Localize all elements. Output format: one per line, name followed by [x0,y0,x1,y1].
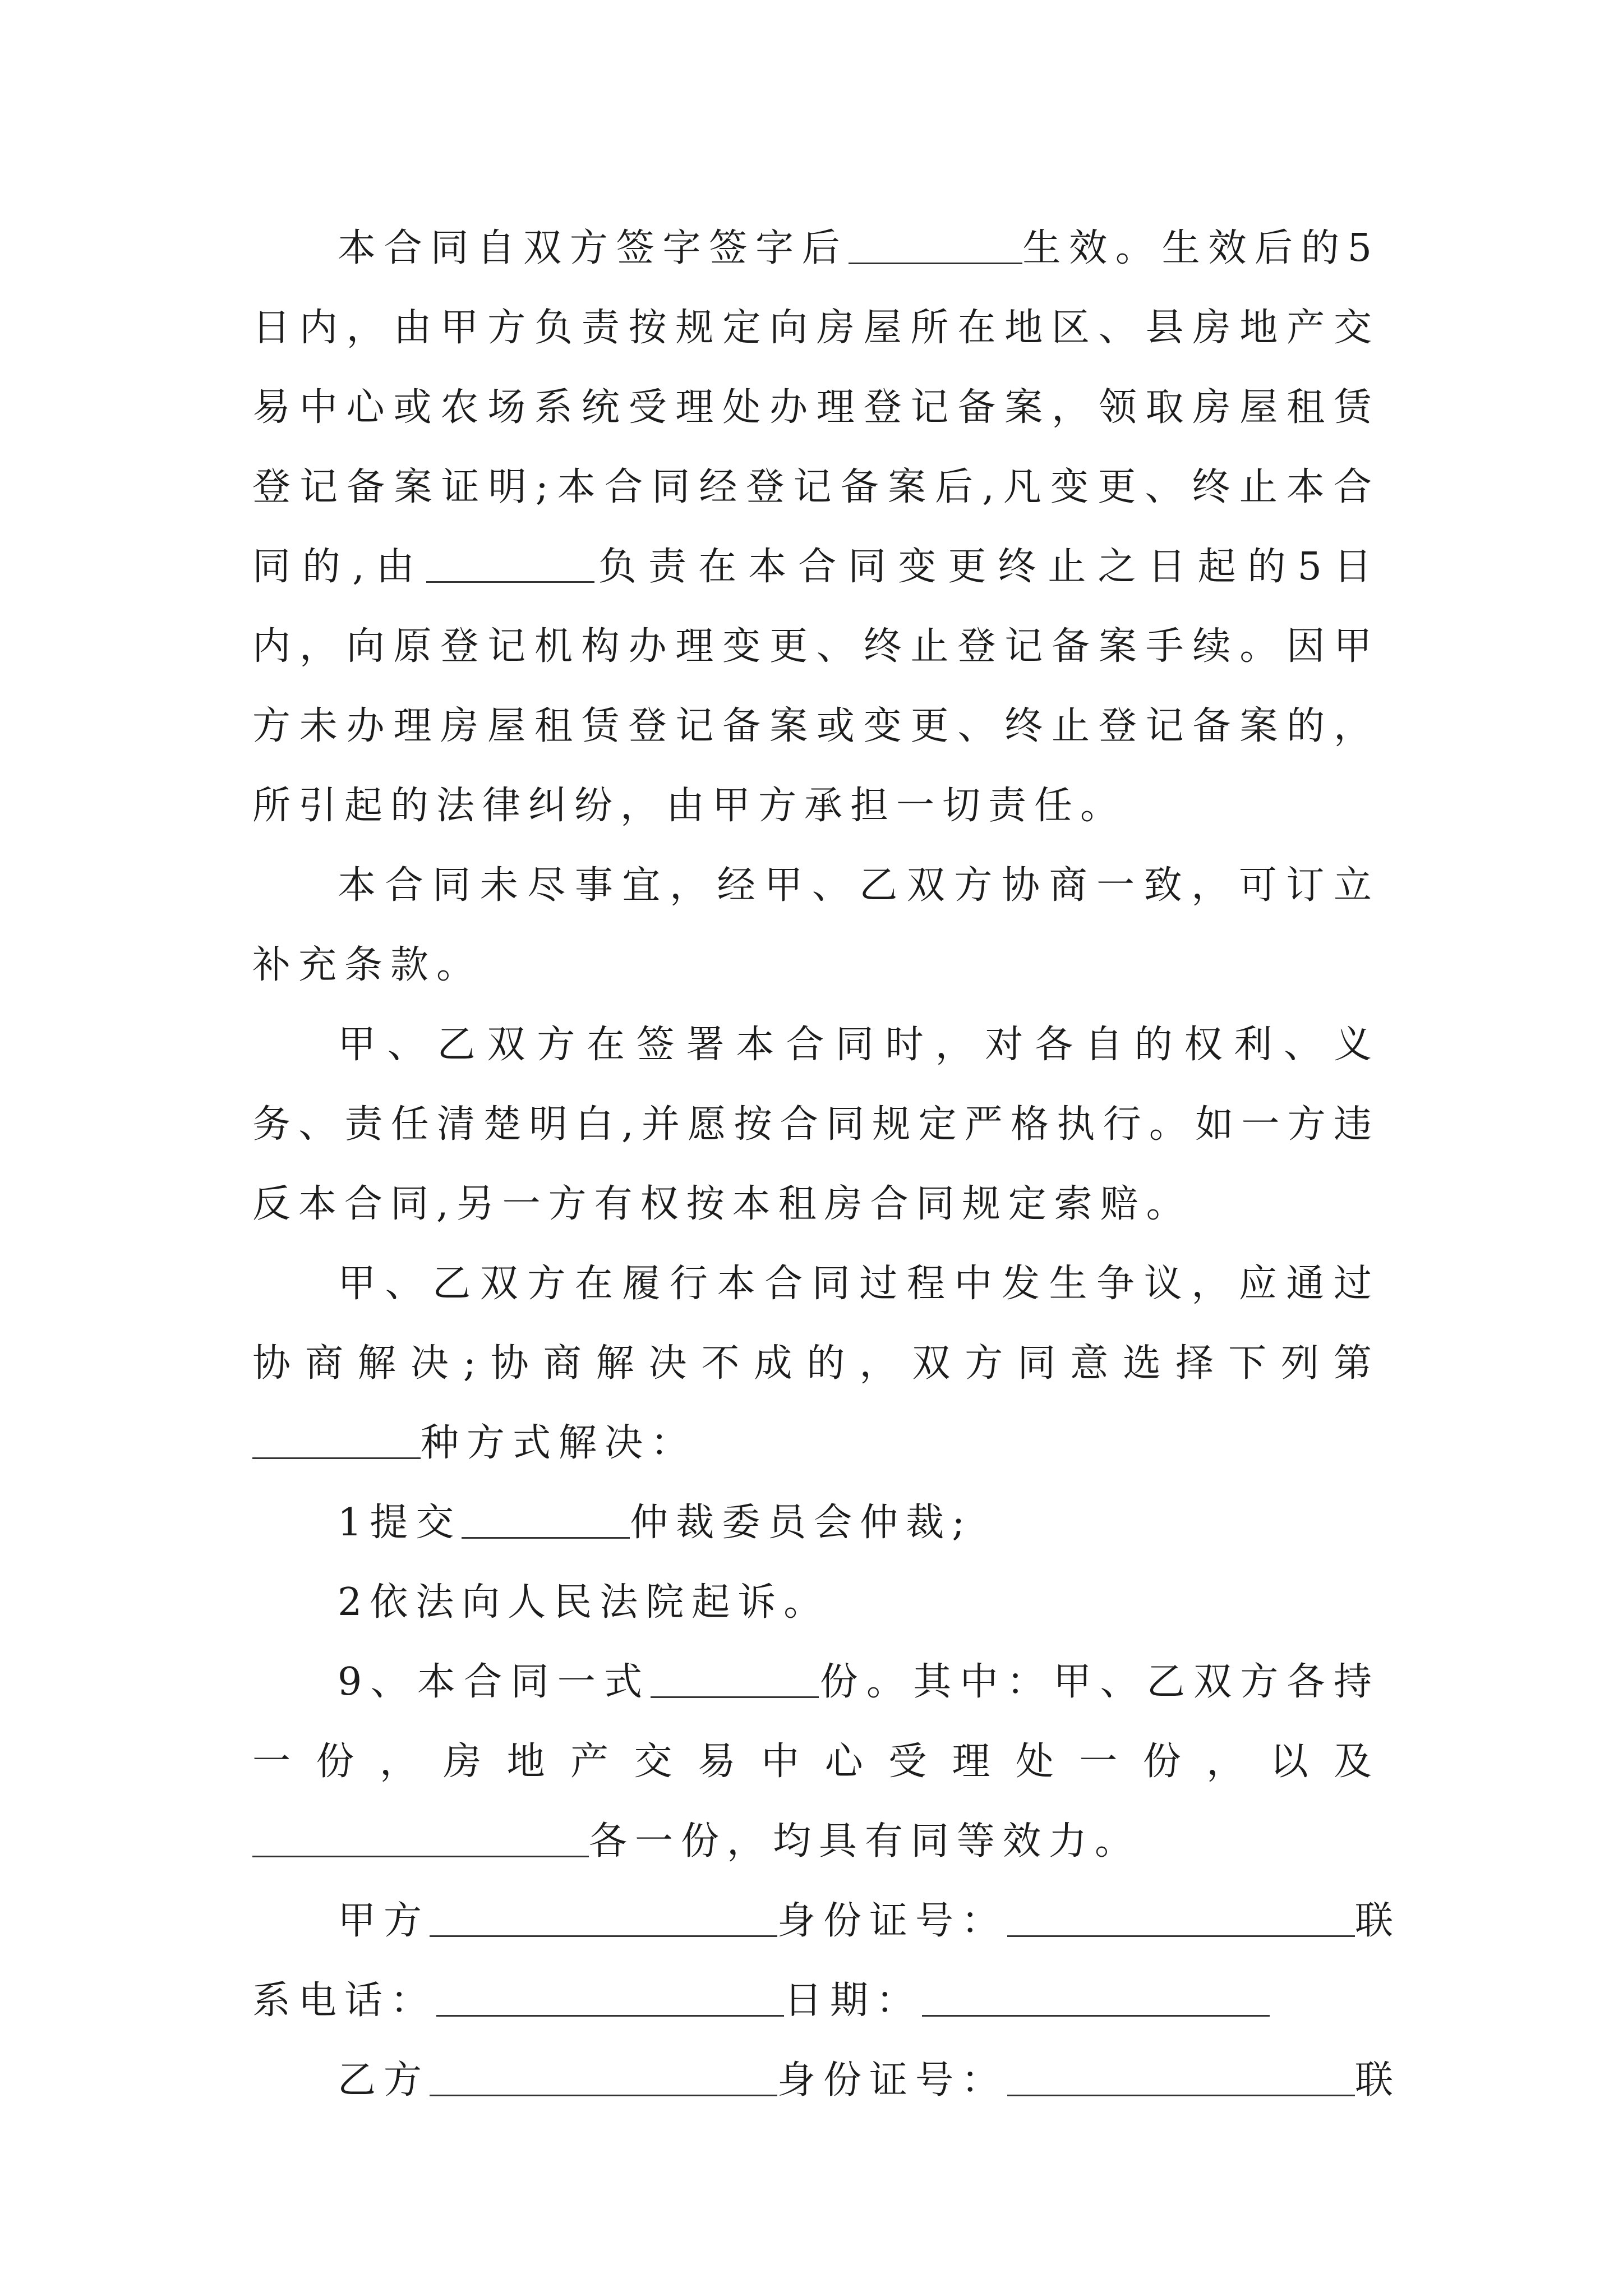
party-a-date-label: 日期： [784,1978,923,2023]
party-a-contact-label-start: 联 [1355,1899,1401,1943]
responsible-party-blank[interactable] [426,546,594,583]
paragraph-rights-obligations: 甲、乙双方在签署本合同时，对各自的权利、义务、责任清楚明白,并愿按合同规定严格执行。如一方违反本合同,另一方有权按本租房合同规定索赔。 [252,1023,1380,1226]
party-b-id-field[interactable] [1007,2060,1355,2096]
party-a-id-field[interactable] [1007,1901,1355,1937]
party-a-label: 甲方 [338,1899,430,1943]
para4-text-b: 种方式解决： [421,1421,697,1465]
para1-text-b: 生效。生效后的5日内，由甲方负责按规定向房屋所在地区、县房地产交易中心或农场系统受理处办理登记备案，领取房屋租赁登记备案证明;本合同经登记备案后,凡变更、终止本合同的,由 [252,226,1380,589]
option-arbitration [252,1483,1380,1563]
party-b-line [338,2041,1401,2120]
para1-text-c: 负责在本合同变更终止之日起的5日内，向原登记机构办理变更、终止登记备案手续。因甲方未办理房屋租赁登记备案或变更、终止登记备案的，所引起的法律纠纷，由甲方承担一切责任。 [252,545,1380,828]
paragraph-copies [252,1642,1380,1881]
paragraph-dispute [252,1244,1380,1483]
party-b-name-field[interactable] [430,2060,777,2096]
copies-count-blank[interactable] [651,1662,819,1698]
party-a-phone-field[interactable] [436,1980,784,2017]
party-b-contact-label-start: 联 [1355,2058,1401,2102]
dispute-method-blank[interactable] [252,1423,421,1459]
party-b-label: 乙方 [338,2058,430,2102]
option-court: 2依法向人民法院起诉。 [338,1580,830,1625]
party-a-id-label: 身份证号： [777,1899,1008,1943]
para1-text-a: 本合同自双方签字签字后 [338,226,849,270]
para4-text-a: 甲、乙双方在履行本合同过程中发生争议，应通过协商解决;协商解决不成的，双方同意选择下列第 [252,1262,1380,1386]
party-a-date-field[interactable] [922,1980,1270,2017]
para7-text-a: 9、本合同一式 [338,1660,651,1704]
para5-text-a: 1提交 [338,1501,462,1545]
party-a-line [338,1881,1401,1961]
party-a-phone-label: 系电话： [252,1978,437,2023]
party-b-id-label: 身份证号： [777,2058,1008,2102]
para7-text-c: 各一份，均具有同等效力。 [589,1819,1141,1864]
effective-condition-blank[interactable] [849,228,1022,264]
paragraph-supplementary: 本合同未尽事宜，经甲、乙双方协商一致，可订立补充条款。 [252,863,1380,987]
para5-text-b: 仲裁委员会仲裁; [630,1501,973,1545]
party-a-contact-line [252,1961,1270,2041]
paragraph-registration [252,209,1380,846]
para7-text-b: 份。其中：甲、乙双方各持一份，房地产交易中心受理处一份，以及 [252,1660,1380,1784]
party-a-name-field[interactable] [430,1901,777,1937]
arbitration-commission-blank[interactable] [462,1502,630,1539]
other-holders-blank[interactable] [252,1821,589,1857]
